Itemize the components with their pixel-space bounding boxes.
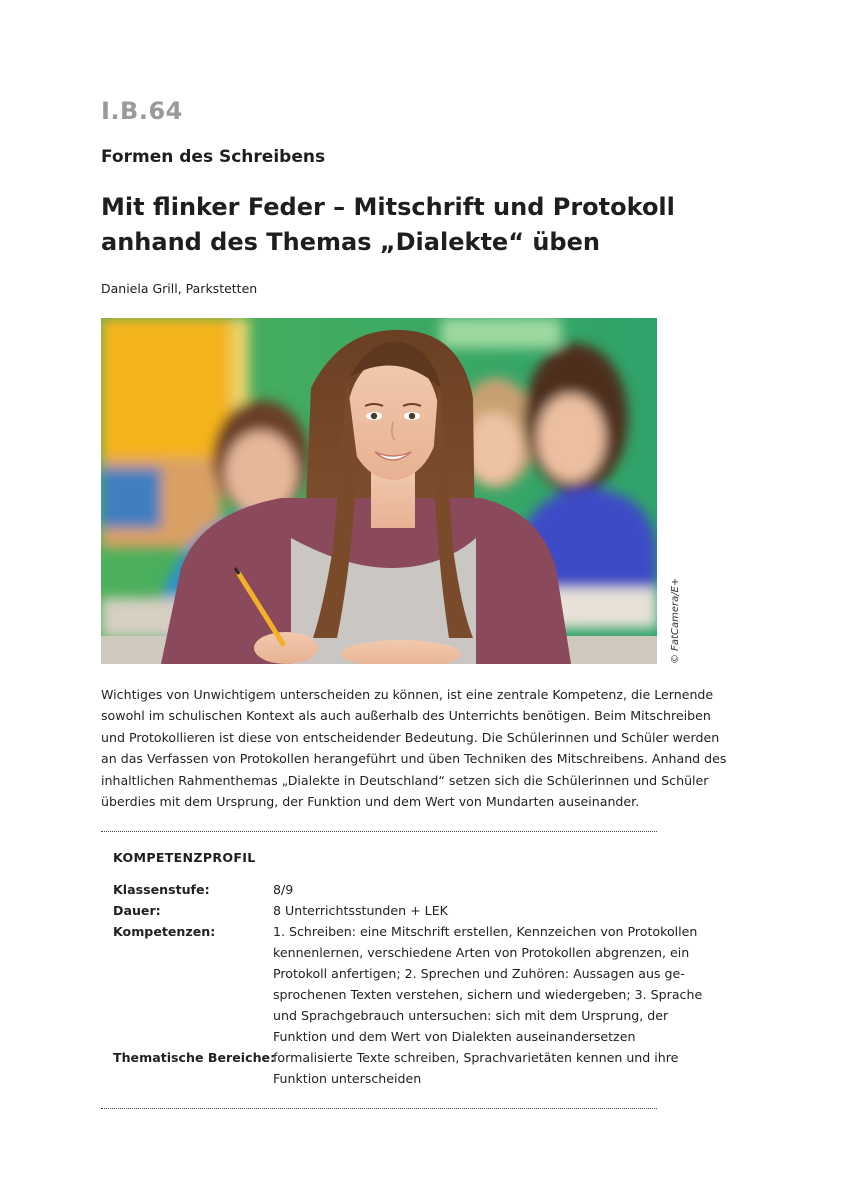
intro-line: an das Verfassen von Protokollen herangeführt und üben Techniken des Mitschreibens. Anhand des — [101, 751, 727, 767]
bottom-dotted-divider — [101, 1108, 657, 1109]
profile-value-line: Funktion und dem Wert von Dialekten auseinandersetzen — [273, 1029, 636, 1044]
document-category: Formen des Schreibens — [101, 147, 326, 167]
profile-value — [273, 921, 703, 1047]
profile-value — [273, 1047, 679, 1089]
profile-value-line: Protokoll anfertigen; 2. Sprechen und Zuhören: Aussagen aus ge- — [273, 966, 685, 981]
document-code: I.B.64 — [101, 97, 183, 125]
profile-value-line: formalisierte Texte schreiben, Sprachvarietäten kennen und ihre — [273, 1050, 679, 1065]
image-credit: © FatCamera/E+ — [670, 577, 681, 664]
classroom-photo — [101, 318, 657, 664]
profile-label: Thematische Bereiche: — [113, 1050, 276, 1065]
profile-heading: KOMPETENZPROFIL — [113, 850, 256, 865]
intro-line: und Protokollieren ist diese von entscheidender Bedeutung. Die Schülerinnen und Schüler werden — [101, 729, 720, 745]
author-line: Daniela Grill, Parkstetten — [101, 281, 258, 296]
intro-line: überdies mit dem Ursprung, der Funktion und dem Wert von Mundarten auseinander. — [101, 794, 640, 810]
title-line-2: anhand des Themas „Dialekte“ üben — [101, 228, 600, 256]
profile-value-line: Funktion unterscheiden — [273, 1071, 422, 1086]
profile-value — [273, 900, 653, 921]
document-title — [101, 190, 701, 260]
profile-value-line: 8/9 — [273, 882, 294, 897]
title-line-1: Mit flinker Feder – Mitschrift und Protokoll — [101, 193, 675, 221]
intro-paragraph — [101, 684, 727, 812]
intro-line: sowohl im schulischen Kontext als auch außerhalb des Unterrichts benötigen. Beim Mitschreiben — [101, 708, 711, 724]
profile-value — [273, 879, 653, 900]
profile-value-line: 1. Schreiben: eine Mitschrift erstellen, Kennzeichen von Protokollen — [273, 924, 698, 939]
profile-value-line: sprochenen Texten verstehen, sichern und wiedergeben; 3. Sprache — [273, 987, 703, 1002]
intro-line: inhaltlichen Rahmenthemas „Dialekte in Deutschland“ setzen sich die Schülerinnen und Schüler — [101, 772, 709, 788]
profile-value-line: und Sprachgebrauch untersuchen: sich mit dem Ursprung, der — [273, 1008, 669, 1023]
profile-value-line: 8 Unterrichtsstunden + LEK — [273, 903, 448, 918]
intro-line: Wichtiges von Unwichtigem unterscheiden zu können, ist eine zentrale Kompetenz, die Lernende — [101, 687, 714, 702]
profile-value-line: kennenlernen, verschiedene Arten von Protokollen abgrenzen, ein — [273, 945, 690, 960]
top-dotted-divider — [101, 831, 657, 832]
profile-label: Kompetenzen: — [113, 924, 216, 939]
profile-label: Klassenstufe: — [113, 882, 210, 897]
profile-label: Dauer: — [113, 903, 161, 918]
